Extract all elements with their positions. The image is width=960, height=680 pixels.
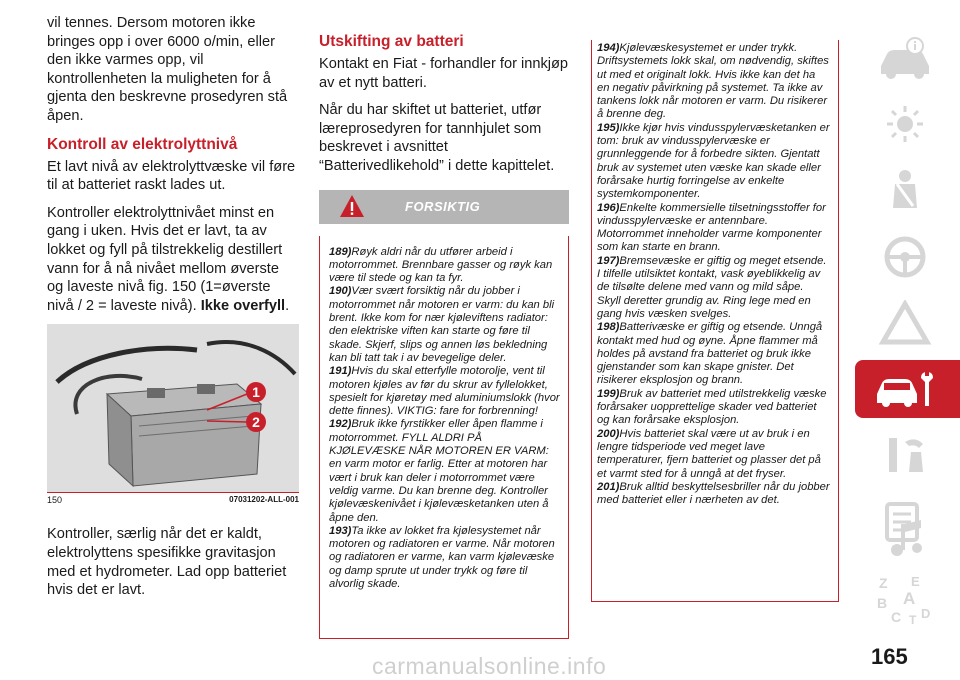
electrolyte-paragraph-2-text: Kontroller elektrolyttnivået minst en gang i uken. Hvis det er lavt, ta av lokket og fyll på tilstrekkelig destillert vann for å nå nivået mellom øverste og laveste nivå fig. 150 (1=øverste nivå / 2 = laveste nivå). (47, 204, 283, 314)
warning-item (597, 481, 830, 508)
chapter-tabs (855, 0, 960, 678)
figure-caption (47, 492, 299, 507)
warning-number: 191) (329, 365, 352, 378)
index-letter: Z (879, 575, 888, 591)
warning-number: 196) (597, 201, 620, 214)
warning-triangle-icon (339, 194, 365, 218)
warning-item (329, 285, 560, 365)
figure-code: 07031202-ALL-001 (229, 495, 299, 505)
index-letter: B (877, 595, 888, 611)
warning-number: 197) (597, 254, 620, 267)
warning-item (329, 365, 560, 418)
tab-emergency[interactable] (855, 294, 960, 352)
page-number: 165 (871, 644, 908, 669)
tab-dashboard-lights[interactable] (855, 96, 960, 154)
warning-item (597, 428, 830, 481)
index-letter: A (903, 589, 916, 608)
steering-wheel-icon (875, 234, 935, 280)
car-wrench-icon (875, 366, 937, 412)
warning-text: Bruk av batteriet med utilstrekkelig væske forårsaker uopprettelige skader ved batteriet og kan forårsake eksplosjon. (597, 387, 827, 427)
battery-illustration (47, 324, 299, 492)
do-not-overfill-text: Ikke overfyll (200, 297, 286, 314)
warning-item (329, 525, 560, 591)
tab-starting-driving[interactable] (855, 228, 960, 286)
warning-triangle-icon (875, 300, 935, 346)
warning-box-middle (319, 236, 569, 639)
paragraph-end-dot: . (285, 297, 290, 314)
warning-text: Batterivæske er giftig og etsende. Unngå kontakt med hud og øyne. Åpne flammer må holdes på avstand fra batteriet og bruk ikke gjenstander som kan skape gnister. Det risikerer eksplosjon og brann. (597, 321, 823, 387)
tab-car-info[interactable] (855, 30, 960, 88)
electrolyte-paragraph-2 (47, 204, 299, 316)
replacement-paragraph-1: Kontakt en Fiat - forhandler for innkjøp av et nytt batteri. (319, 56, 569, 91)
figure-number: 150 (47, 495, 63, 506)
warning-box-right (591, 40, 839, 602)
intro-paragraph: vil tennes. Dersom motoren ikke bringes opp i over 6000 o/min, eller den ikke varmes opp, vil kontrollenheten la muligheten for å gjenta den beskrevne prosedyren stå åpen. (47, 15, 288, 124)
index-letter: T (909, 613, 917, 626)
warning-number: 201) (597, 480, 620, 493)
warning-header (319, 190, 569, 224)
callout-2-label: 2 (252, 414, 260, 431)
index-letter: C (891, 609, 902, 625)
tab-multimedia[interactable] (855, 510, 960, 568)
warning-item (597, 202, 830, 255)
tab-index[interactable] (855, 568, 960, 626)
warning-number: 194) (597, 42, 620, 54)
electrolyte-paragraph-1: Et lavt nivå av elektrolyttvæske vil føre til at batteriet raskt lades ut. (47, 158, 296, 194)
section-heading-battery-replacement: Utskifting av batteri (319, 33, 464, 50)
warning-item (329, 418, 560, 524)
warning-text: Enkelte kommersielle tilsetningsstoffer for vindusspylervæske er antennbare. Motorrommet inneholder varme komponenter som kan starte en brann. (597, 201, 826, 254)
warning-item (597, 321, 830, 387)
warning-text: Røyk aldri når du utfører arbeid i motorrommet. Brennbare gasser og røyk kan være til stede og kan ta fyr. (329, 245, 553, 285)
index-letter: E (911, 574, 920, 589)
warning-text: Bruk alltid beskyttelsesbriller når du jobber med batteriet eller i nærheten av det. (597, 480, 830, 507)
warning-number: 198) (597, 321, 620, 334)
warning-number: 200) (597, 427, 620, 440)
middle-column (319, 32, 569, 639)
warning-number: 199) (597, 387, 620, 400)
warning-text: Kjølevæskesystemet er under trykk. Driftsystemets lokk skal, om nødvendig, skiftes ut med et originalt lokk. Hvis ikke kan det ha en negativ påvirkning på systemet. Ta ikke av tankens lokk når motoren er varm. Du risikerer å brenne deg. (597, 42, 829, 121)
warning-item (329, 246, 560, 286)
warning-item (597, 122, 830, 202)
car-info-icon (875, 36, 935, 82)
watermark: carmanualsonline.info (372, 653, 607, 679)
left-column (47, 14, 299, 609)
tab-maintenance[interactable] (855, 360, 960, 418)
tab-safety[interactable] (855, 162, 960, 220)
tab-technical-data[interactable] (855, 426, 960, 484)
warning-text: Ikke kjør hvis vindusspylervæsketanken er tom: bruk av vindusspylervæske er grunnleggende for å forbedre sikten. Gjentatt bruk av systemet uten væske kan skade eller forårsake hurtig forringelse av enkelte systemkomponenter. (597, 121, 830, 201)
battery-figure (47, 324, 299, 492)
warning-number: 192) (329, 418, 352, 431)
index-letters-icon (875, 574, 937, 626)
warning-item (597, 255, 830, 321)
warning-text: Bruk ikke fyrstikker eller åpen flamme i motorrommet. FYLL ALDRI PÅ KJØLEVÆSKE NÅR MOTOREN ER VARM: en varm motor er farlig. Etter at motoren har vært i bruk kan deler i motorrommet være veldig varme. Du kan brenne deg. Kontroller kjølevæskenivået i kjølevæsketanken uten å åpne den. (329, 418, 549, 524)
warning-number: 193) (329, 524, 352, 537)
warning-number: 189) (329, 245, 352, 258)
warning-number: 190) (329, 285, 352, 298)
hydrometer-paragraph: Kontroller, særlig når det er kaldt, elektrolyttens spesifikke gravitasjon med et hydrometer. Lad opp batteriet hvis det er lavt. (47, 526, 287, 599)
warning-text: Bremsevæske er giftig og meget etsende. I tilfelle utilsiktet kontakt, vask øyeblikkelig av de tilsølte delene med vann og mild såpe. Skyll deretter grundig av. Ring lege med en gang hvis væsken svelges. (597, 254, 827, 320)
warning-text: Ta ikke av lokket fra kjølesystemet når motoren og radiatoren er varme. Når motoren og radiatoren er varme, kan varm kjølevæske og damp sprute ut under trykk og føre til alvorlig skade. (329, 524, 555, 590)
warning-number: 195) (597, 121, 620, 134)
warning-text: Vær svært forsiktig når du jobber i motorrommet når motoren er varm: du kan bli brent. Ikke kom for nær kjøleviftens radiator: den elektriske viften kan starte og føre til skade. Skjerf, slips og annen løs bekledning kan bli tatt tak i av bevegelige deler. (329, 285, 555, 364)
section-heading-electrolyte: Kontroll av elektrolyttnivå (47, 135, 238, 153)
seatbelt-safety-icon (875, 168, 935, 214)
callout-1-label: 1 (252, 384, 260, 401)
warning-title: FORSIKTIG (405, 198, 481, 214)
warning-text: Hvis du skal etterfylle motorolje, vent til motoren kjøles av før du skrur av fyllelokket, spesielt for kjøretøy med aluminiumslokk (hvor dette finnes). VIKTIG: fare for forbrenning! (329, 365, 560, 418)
replacement-paragraph-2: Når du har skiftet ut batteriet, utfør læreprosedyren for tannhjulet som beskrevet i avsnittet “Batterivedlikehold” i dette kapittelet. (319, 102, 555, 174)
warning-item (597, 388, 830, 428)
wrench-oil-icon (875, 432, 935, 478)
index-letter: D (921, 606, 931, 621)
dashboard-lights-icon (875, 102, 935, 148)
multimedia-icon (875, 516, 935, 562)
warning-item (597, 42, 830, 122)
warning-text: Hvis batteriet skal være ut av bruk i en lengre tidsperiode ved meget lave temperaturer, fjern batteriet og plasser det på et varmt sted for å unngå at det fryser. (597, 427, 821, 480)
